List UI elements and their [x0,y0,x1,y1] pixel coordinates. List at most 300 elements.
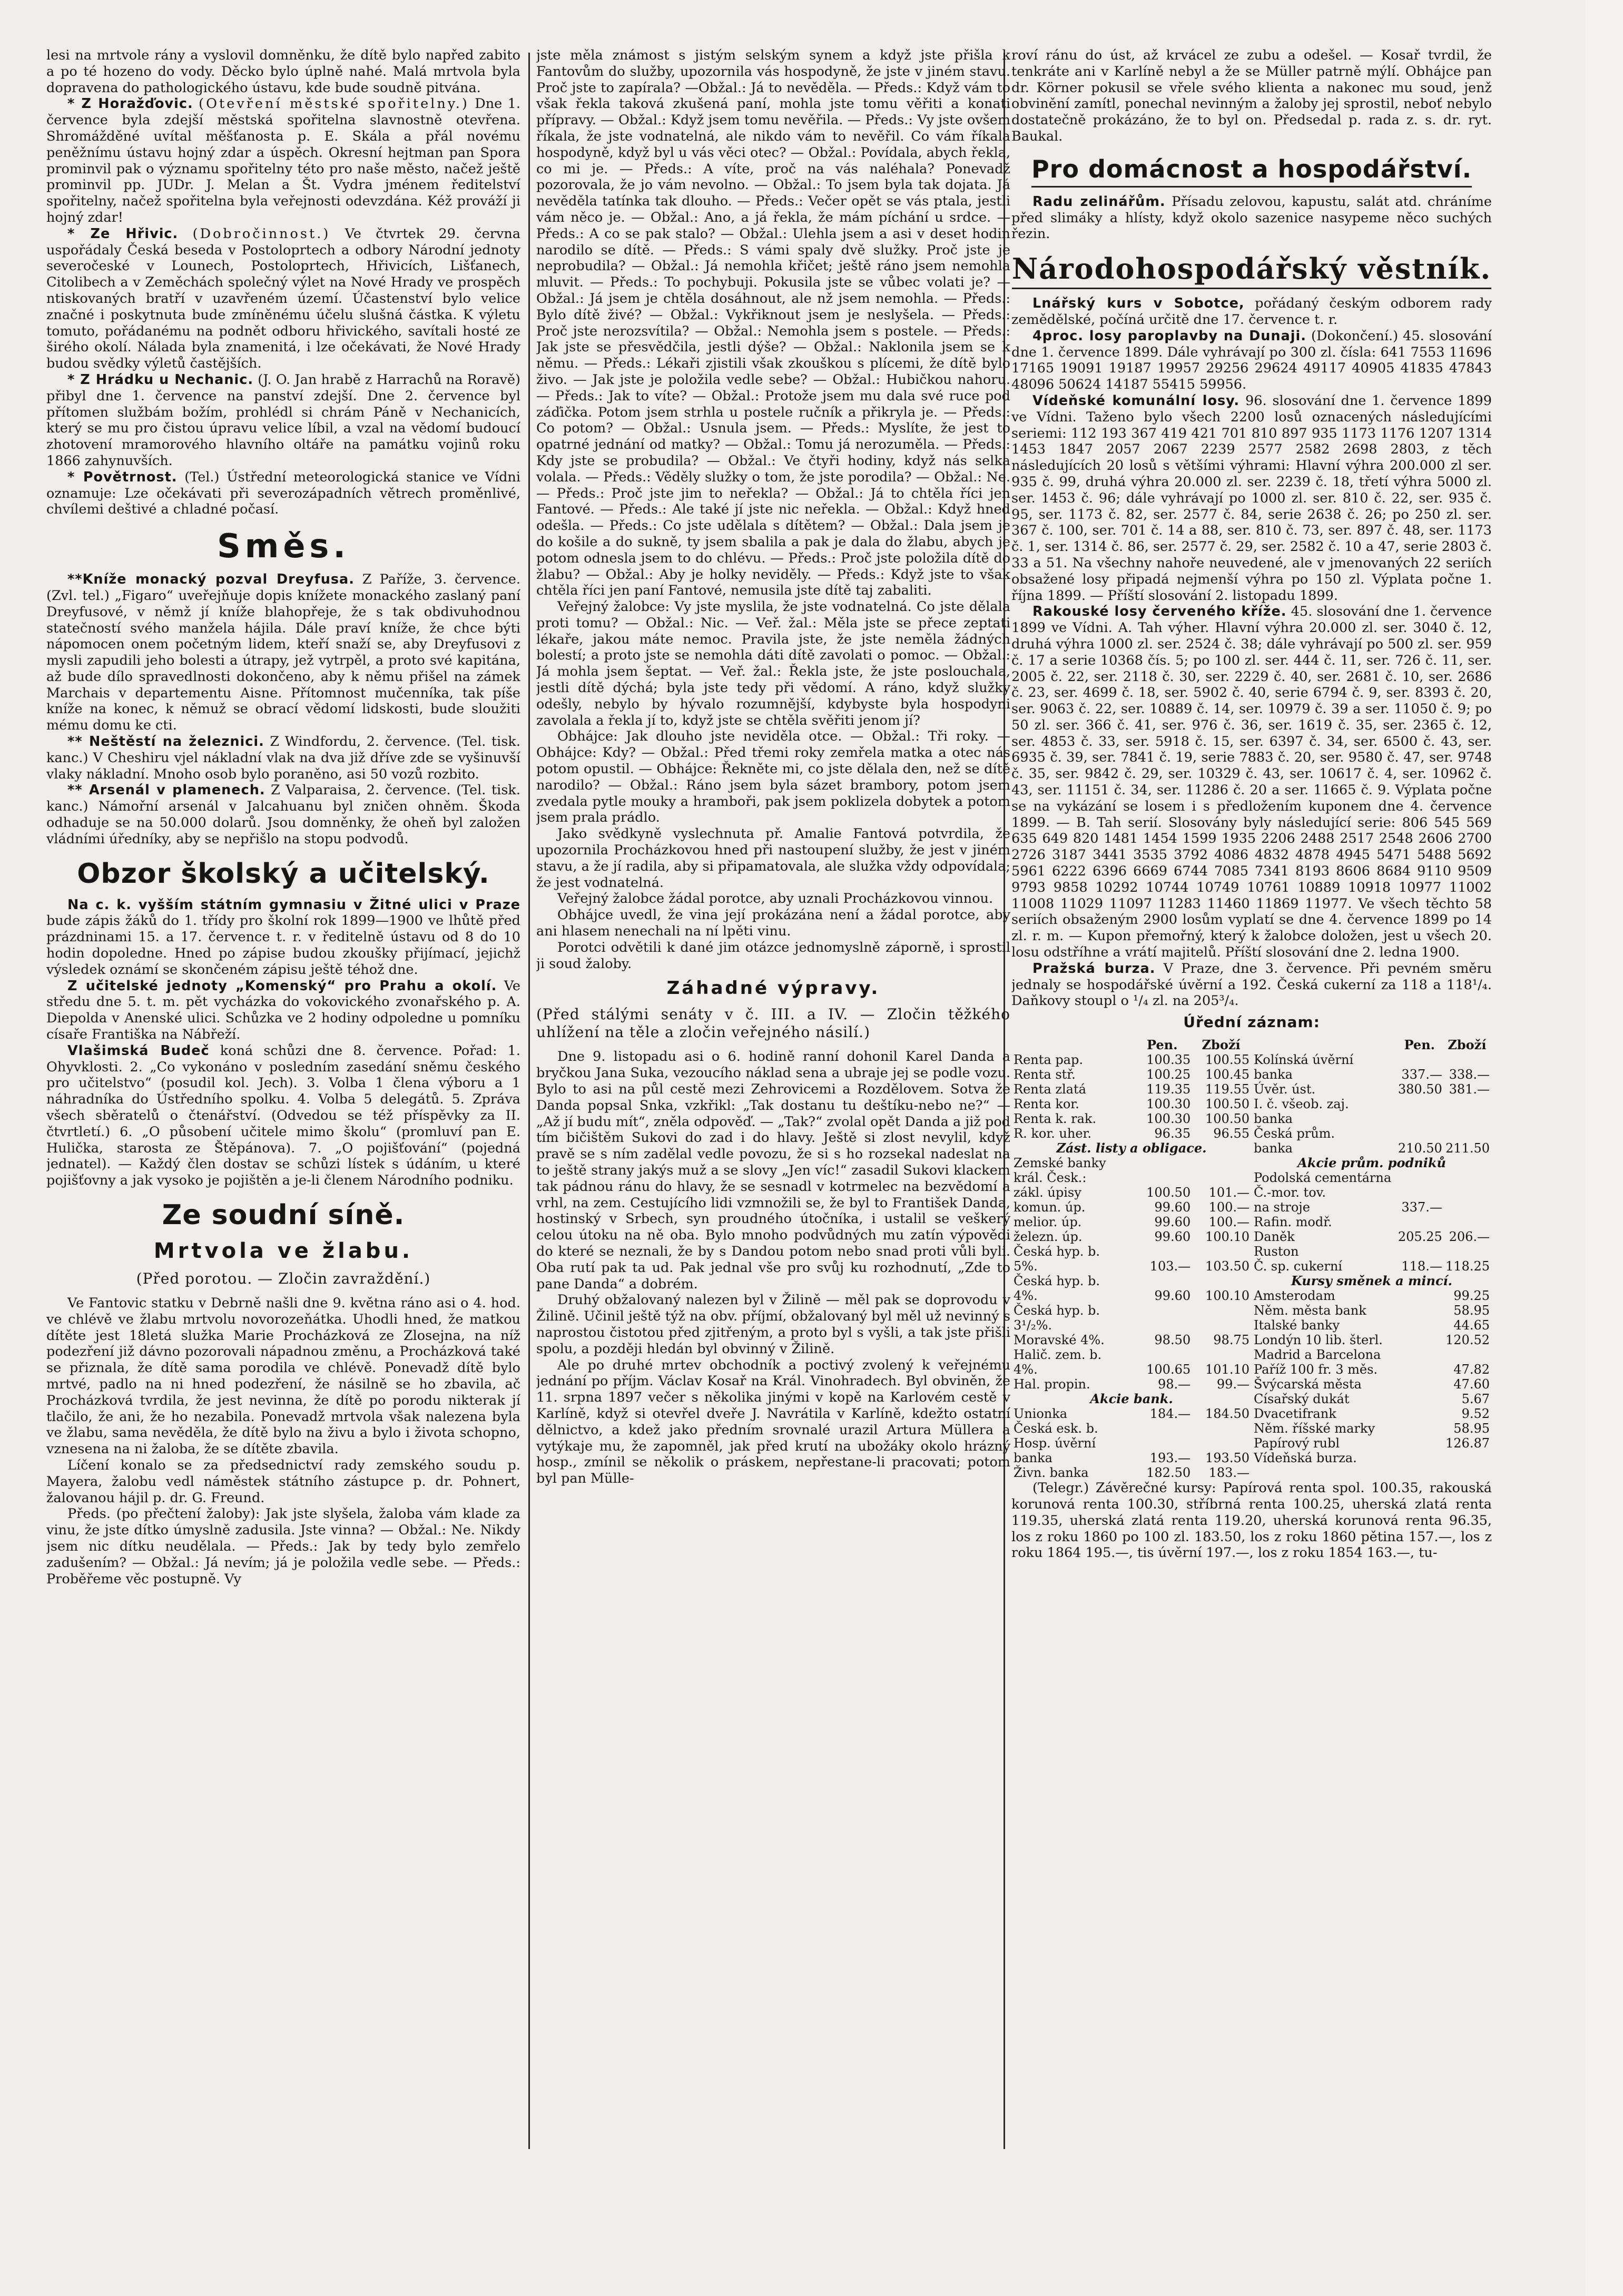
item-body: 45. slosování dne 1. července 1899 ve Vídni. A. Tah výher. Hlavní výhra 20.000 zl. ser. 3040 č. 12, druhá výhra 1000 zl. ser. 2524 č. 38; dále vyhrávají po 500 zl. ser. 959 č. 17 a serie 10368 čís. 5; po 100 zl. ser. 444 č. 11, ser. 726 č. 11, ser. 2005 č. 22, ser. 2118 č. 30, ser. 2229 č. 40, ser. 2681 č. 10, ser. 2686 č. 23, ser. 4699 č. 18, ser. 5902 č. 40, serie 6794 č. 9, ser. 8393 č. 20, ser. 9063 č. 22, ser. 10889 č. 14, ser. 10979 č. 39 a ser. 11050 č. 9; po 50 zl. ser. 366 č. 41, ser. 976 č. 36, ser. 1619 č. 35, ser. 2365 č. 12, ser. 4853 č. 33, ser. 5918 č. 15, ser. 6397 č. 34, ser. 6500 č. 43, ser. 6935 č. 39, ser. 7841 č. 19, serie 7883 č. 20, ser. 9580 č. 47, ser. 9748 č. 35, ser. 9842 č. 29, ser. 10329 č. 43, ser. 10617 č. 4, ser. 10962 č. 43, ser. 11151 č. 34, ser. 11286 č. 20 a ser. 11665 č. 9. Výplata počne se na vykázání se losem i s předložením kuponem dne 4. července 1899. — B. Tah serií. Slosovány byly následující serie: 806 545 569 635 649 820 1481 1454 1599 1935 2206 2488 2517 2548 2606 2700 2726 3187 3441 3535 3792 4086 4832 4878 4945 5471 5488 5692 5961 6222 6396 6669 6744 7085 7341 8193 8606 8684 9110 9509 9793 9858 10292 10744 10749 10761 10889 10918 10977 11002 11008 11029 11097 11283 11460 11869 11977. Ve všech těchto 58 seriích obsaženým 2900 losům vyplatí se dne 4. července 1899 po 14 zl. r. m. — Kupon přemořný, který k žalobce doložen, jest u všech 20. losu odstříhne a vrátí majitelů. Příští slosování dne 2. ledna 1900. [1011,604,1492,961]
rates-label: 4%. [1014,1362,1038,1377]
news-item [1011,961,1492,1009]
rates-label: Rafin. modř. [1254,1215,1332,1230]
news-item [1011,295,1492,328]
news-item [46,782,520,847]
rates-row [1012,1451,1251,1465]
rates-zbozi-value: 211.50 [1445,1141,1490,1156]
rates-pen-value [1396,1347,1443,1362]
rates-row [1253,1406,1491,1421]
rates-header-cell: Zboží [1202,1037,1241,1053]
rates-pen-value: 99.60 [1154,1215,1191,1230]
rates-label: Česká hyp. b. [1014,1303,1100,1318]
rates-pen-value [1396,1215,1443,1229]
rates-zbozi-value: 58.95 [1453,1421,1490,1436]
rates-row [1253,1141,1491,1156]
rates-row [1253,1126,1491,1141]
rates-label: Česká hyp. b. [1014,1274,1100,1289]
rates-pen-value [1133,1421,1192,1436]
rates-row [1012,1318,1251,1333]
rates-row [1253,1244,1491,1259]
rates-row [1012,1406,1251,1421]
paragraph: jste měla známost s jistým selským synem a když jste přišla k Fantovům do služby, upozornila vás hospodyně, že jste v jiném stavu. Proč jste to zapírala? —Obžal.: Já to nevěděla. — Předs.: Když vám to však řekla taková zkušená paní, mohla jste tomu věřiti a konati přípravy. — Obžal.: Když jsem tomu nevěřila. — Předs.: Vy jste ovšem říkala, že jste vodnatelná, ale nikdo vám to nevěřil. Co vám říkala hospodyně, když byl u vás věci otec? — Obžal.: Povídala, abych řekla, co mi je. — Předs.: A víte, proč na vás naléhala? Ponevadž pozorovala, že jo vám nevolno. — Obžal.: To jsem byla tak dojata. Já nevěděla tatínka tak dlouho. — Předs.: Večer opět se vás ptala, jestli vám něco je. — Obžal.: Ano, a já řekla, že mám píchání u srdce. — Předs.: A co se pak stalo? — Obžal.: Ulehla jsem a asi v deset hodin narodilo se dítě. — Předs.: S vámi spaly dvě služky. Proč jste je neprobudila? — Obžal.: Já nemohla křičet; ještě ráno jsem nemohla mluvit. — Předs.: To pochybuji. Pokusila jste se vůbec volati je? — Obžal.: Já jsem je chtěla dosáhnout, ale nž jsem nemohla. — Předs.: Bylo dítě živé? — Obžal.: Vykřiknout jsem je neslyšela. — Předs.: Proč jste nerozsvítila? — Obžal.: Nemohla jsem s postele. — Předs.: Jak jste se přesvědčila, jestli dýše? — Obžal.: Naklonila jsem se k němu. — Předs.: Lékaři zjistili však zkouškou s plícemi, že dítě bylo živo. — Jak jste je položila vedle sebe? — Obžal.: Hubičkou nahoru. — Předs.: Jak to víte? — Obžal.: Protože jsem mu dala své ruce pod záďička. Potom jsem strhla u postele ručník a přikryla je. — Předs.: Co potom? — Obžal.: Usnula jsem. — Předs.: Myslíte, že jest to opatrné jednání od matky? — Obžal.: Tomu já nerozuměla. — Předs.: Kdy jste se probudila? — Obžal.: Ve čtyři hodiny, když nás selka volala. — Předs.: Věděly služky o tom, že jste porodila? — Obžal.: Ne. — Předs.: Proč jste jim to neřekla? — Obžal.: Já to chtěla říci jen Fantové. — Předs.: Ale také jí jste nic neřekla. — Obžal.: Když hned odešla. — Předs.: Co jste udělala s dítětem? — Obžal.: Dala jsem je do košile a do sukně, ty jsem sbalila a pak je dala do žlabu, abych je potom odnesla jsem to do chlévu. — Předs.: Proč jste položila dítě do žlabu? — Obžal.: Aby je holky neviděly. — Předs.: Když jste to však chtěla říci jen paní Fantové, nemusila jste dítě taj zabaliti. [536,47,1010,599]
rates-label: Renta k. rak. [1014,1111,1097,1127]
item-body: 96. slosování dne 1. července 1899 ve Vídni. Taženo bylo všech 2200 losů oznacených následujícími seriemi: 112 193 367 419 421 701 810 897 935 1173 1176 1207 1314 1453 1847 2057 2067 2239 2577 2582 2698 2803, z těch následujících 20 losů s většími výhrami: Hlavní výhra 200.000 zl ser. 935 č. 99, druhá výhra 20.000 zl. ser. 2239 č. 18, třetí výhra 5000 zl. ser. 1453 č. 96; dále vyhrávají po 1000 zl. ser. 810 č. 22, ser. 935 č. 95, ser. 1173 č. 82, ser. 2577 č. 84, serie 2638 č. 26; po 250 zl. ser. 367 č. 100, ser. 701 č. 14 a 88, ser. 810 č. 73, ser. 897 č. 48, ser. 1173 č. 1, ser. 1314 č. 86, ser. 2577 č. 29, ser. 2582 č. 10 a 47, serie 2803 č. 33 a 51. Na všechny nahoře neuvedené, ale v jmenovaných 22 seriích obsažené losy připadá nejmenší výhra po 150 zl. Výplata počne 1. října 1899. — Příští slosování 2. listopadu 1899. [1011,392,1492,604]
article-subtitle: (Před porotou. — Zločin zavraždění.) [136,1270,431,1287]
paragraph: Veřejný žalobce: Vy jste myslila, že jste vodnatelná. Co jste dělala proti tomu? — Obžal.: Nic. — Veř. žal.: Měla jste se přece zeptati lékaře, jakou máte nemoc. Pravila jste, že jste neměla žádných bolestí; a proto jste se nemohla dáti dítě zavolati o pomoc. — Obžal.: Já mohla jsem šeptat. — Veř. žal.: Řekla jste, že jste poslouchala, jestli dítě dýchá; byla jste tedy při vědomí. A ráno, když služky odešly, nebylo by hývalo rozumnější, kdybyste byla hospodyni zavolala a řekla jí to, když jste se chtěla svěřiti jenom jí? [536,599,1010,728]
rates-zbozi-value: 126.87 [1445,1436,1490,1451]
rates-row [1012,1436,1251,1451]
rates-row [1012,1215,1251,1229]
rates-label: král. Česk.: [1014,1170,1087,1186]
rates-row [1012,1377,1251,1392]
rates-subheading: Akcie bank. [1090,1391,1173,1407]
paragraph: lesi na mrtvole rány a vyslovil domněnku, že dítě bylo napřed zabito a po té hozeno do vody. Děcko bylo úplně nahé. Malá mrtvola byla dopravena do pathologického ústavu, kde bude soudně pitvána. [46,47,520,96]
rates-label: melior. úp. [1014,1215,1082,1230]
news-item [46,96,520,225]
rates-row [1012,1421,1251,1436]
rates-row [1253,1170,1491,1185]
rates-right-table [1253,1038,1491,1465]
rates-row [1253,1288,1491,1303]
rates-row [1012,1111,1251,1126]
rates-row [1012,1333,1251,1347]
news-item [46,372,520,469]
rates-zbozi-value: 47.60 [1453,1377,1490,1392]
rates-zbozi-value [1192,1421,1251,1436]
rates-pen-value: 103.— [1149,1259,1191,1274]
paragraph: Obhájce: Jak dlouho jste neviděla otce. — Obžal.: Tři roky. — Obhájce: Kdy? — Obžal.: Před třemi roky zemřela matka a otec nás potom opustil. — Obhájce: Řekněte mi, co jste dělala den, než se dítě narodilo? — Obžal.: Ráno jsem byla sázet brambory, potom jsem zvedala pytle mouky a hramboři, pak jsem poklizela dobytek a potom jsem prala prádlo. [536,728,1010,826]
rates-pen-value [1396,1406,1443,1421]
rates-row [1012,1465,1251,1480]
rates-label: komun. úp. [1014,1200,1086,1215]
rates-label: Hosp. úvěrní [1014,1436,1096,1451]
rates-subheading: Zást. listy a obligace. [1056,1140,1207,1156]
rates-zbozi-value: 338.— [1449,1067,1490,1082]
news-item [46,571,520,734]
paragraph: Předs. (po přečtení žaloby): Jak jste slyšela, žaloba vám klade za vinu, že jste dítko úmyslně zadusila. Jste vinna? — Obžal.: Ne. Nikdy jsem nic dítku neudělala. — Předs.: Jak by tedy bylo zemřelo zadušením? — Obžal.: Já nevím; já je položila vedle sebe. — Předs.: Proběřeme věc postupně. Vy [46,1506,520,1587]
rates-label: banka [1254,1141,1293,1156]
rates-label: Živn. banka [1014,1465,1089,1481]
rates-pen-value [1133,1156,1192,1170]
item-heading: Vídeňské komunální losy. [1032,392,1240,409]
rates-label: R. kor. uher. [1014,1126,1091,1141]
paragraph: Dne 9. listopadu asi o 6. hodině ranní dohonil Karel Danda a bryčkou Jana Suka, vezoucího náklad sena a ubraje jej se podle vozu. Bylo to asi na půl cestě mezi Zehrovicemi a Rozdělovem. Sotva že Danda popsal Snka, vzkřikl: „Tak dostanu tu deštíku-nebo ne?“ — „Až jí budu mít“, zněla odpověď. — „Tak?“ zvolal opět Danda a již pod tím bičištěm Sukovi do zad i do hlavy. Ještě si zlost nevylil, když pravě se s ním zadělal vedle povozu, že si s ho rozsekal nadeslat na to ještě strany jakýs muž a se slovy „Jen víc!“ zasadil Sukovi klackem tak pádnou ránu do hlavy, že se sesnadl v kotrmelec na bezvědomí a vrhl, na zem. Cestujícího lidi vzmnožili se, že byl to František Danda, hostinský v Srbech, syn proudného útočníka, i ustalil se veškerý celou útoku na ně oba. Bylo mnoho podvůdných mu zatín výpovědi do které se neznali, že by s Dandou potom nebo snad proti vůli byli. Oba rutí pak ta ud. Pak jednal vše pro svůj ku rozhodnutí, „Zde to pane Danda“ a dobrém. [536,1049,1010,1292]
rates-row [1253,1052,1491,1067]
rates-label: Madrid a Barcelona [1254,1347,1381,1363]
rates-header-cell: Pen. [1404,1037,1435,1053]
rates-zbozi-value [1192,1244,1251,1259]
rates-row [1253,1333,1491,1347]
item-heading: Lnářský kurs v Sobotce, [1032,295,1245,312]
rates-row [1253,1156,1491,1170]
section-title-text: Národohospodářský věstník. [1012,252,1491,289]
rates-pen-value: 210.50 [1398,1141,1442,1156]
rates-zbozi-value [1443,1111,1491,1126]
paragraph: Líčení konalo se za předsednictví rady zemského soudu p. Mayera, žalobu vedl náměstek státního zástupce p. dr. Pohnert, žalovanou hájil p. dr. G. Freund. [46,1457,520,1506]
rates-label: banka [1014,1451,1053,1466]
rates-row [1012,1141,1251,1156]
exchange-rates-table [1011,1034,1492,1480]
rates-label: Česká esk. b. [1014,1421,1098,1436]
rates-zbozi-value: 100.45 [1205,1067,1250,1082]
rates-row [1012,1170,1251,1185]
rates-label: Papírový rubl [1254,1436,1340,1451]
column-2 [536,47,1010,2260]
section-title-school: Obzor školský a učitelský. [77,858,490,890]
section-title-text: Pro domácnost a hospodářství. [1031,154,1472,188]
rates-label: 3¹/₂%. [1014,1318,1053,1333]
rates-label: Švýcarská města [1254,1377,1362,1392]
column-1 [46,47,520,2260]
paragraph: Druhý obžalovaný nalezen byl v Žilině — měl pak se doprovodu v Žilině. Učinil ještě týž na obv. příjmí, obžalovaný byl měl už nevinný s naprostou čistotou před zjitřeným, a proto byl s vyšli, a tak jste přišli spolu, a později hledán byl obvinný v Žilině. [536,1292,1010,1357]
rates-zbozi-value: 58.95 [1453,1303,1490,1318]
rates-pen-value: 205.25 [1398,1229,1442,1245]
item-heading: Vlašimská Budeč [67,1042,210,1059]
rates-zbozi-value [1192,1347,1251,1362]
rates-zbozi-value: 183.— [1208,1465,1250,1481]
rates-zbozi-value: 9.52 [1461,1406,1490,1422]
rates-row [1253,1259,1491,1274]
rates-row [1253,1347,1491,1362]
rates-header-cell [1012,1038,1133,1052]
news-item [46,978,520,1043]
rates-row [1012,1347,1251,1362]
rates-label: Unionka [1014,1406,1068,1422]
rates-pen-value [1396,1097,1443,1111]
rates-row [1012,1067,1251,1082]
rates-zbozi-value [1443,1185,1491,1200]
news-item [46,734,520,782]
item-body: koná schůzi dne 8. července. Pořad: 1. Ohyvklosti. 2. „Co vykonáno v posledním zasedání sněmu českého pro učitelstvo“ (posudil kol. Jech). 3. Volba 1 člena výboru a 1 náhradníka do Ústředního spolku. 4. Volba 5 delegátů. 5. Zpráva všech sběratelů o čtenářství. (Odvedou se též příspěvky za II. čtvrtletí.) 6. „O působení učitele mimo školu“ (promluví pan E. Hulička, starosta ze Štěpánova). 7. „O pojišťování“ (pojedná jednatel). — Každý člen dostav se schůzi lístek s údáním, u které pojišťovny a jak vysoko je pojištěn a je-li členem Národního podniku. [46,1042,520,1189]
rates-zbozi-value: 120.52 [1445,1333,1490,1348]
rates-header-row [1012,1038,1251,1052]
news-item [1011,393,1492,604]
rates-zbozi-value [1443,1347,1491,1362]
rates-pen-value [1396,1126,1443,1141]
rates-zbozi-value [1192,1436,1251,1451]
rates-zbozi-value: 381.— [1449,1082,1490,1097]
rates-zbozi-value: 100.— [1208,1200,1250,1215]
paragraph: roví ránu do úst, až krvácel ze zubu a odešel. — Kosař tvrdil, že tenkráte ani v Karlíně nebyl a že se Müller patrně mýlí. Obhájce pan dr. Körner pokusil se vřele svého klienta a nakonec mu soud, jenž obvinění zamítl, ponechal nevinným a žaloby jej sprostil, neboť nebylo dostatečně prokázáno, že to byl on. Předsedal p. rada z. s. dr. ryt. Baukal. [1011,47,1492,144]
item-heading: ** Arsenál v plamenech. [67,782,265,799]
item-heading: * Povětrnost. [67,469,178,485]
rates-label: Úvěr. úst. [1254,1082,1316,1097]
rates-pen-value [1133,1318,1192,1333]
rates-zbozi-value: 101.10 [1205,1362,1250,1377]
paragraph: Obhájce uvedl, že vina její prokázána není a žádal porotce, aby ani hlasem nenechali na ní lpěti vinu. [536,907,1010,940]
rates-label: Dvacetifrank [1254,1406,1336,1422]
news-item [46,469,520,518]
rates-zbozi-value [1443,1244,1491,1259]
rates-subheading: Akcie prům. podniků [1297,1155,1446,1171]
rates-row [1012,1229,1251,1244]
rates-subheading: Kursy směnek a mincí. [1291,1273,1453,1289]
rates-pen-value [1396,1436,1443,1451]
rates-label: Vídeňská burza. [1254,1451,1357,1466]
rates-zbozi-value [1443,1170,1491,1185]
rates-pen-value [1396,1333,1443,1347]
rates-row [1012,1126,1251,1141]
rates-label: Renta kor. [1014,1097,1079,1112]
rates-row [1253,1200,1491,1215]
rates-label: Č. sp. cukerní [1254,1259,1342,1274]
item-body: Ve středu dne 5. t. m. pět vycházka do vokovického zvonařského p. A. Diepolda v Anenské ulici. Schůzka ve 2 hodiny odpoledne u pomníku císaře Františka na Nábřeží. [46,978,520,1043]
rates-pen-value [1133,1303,1192,1318]
rates-row [1012,1392,1251,1406]
rates-label: banka [1254,1067,1293,1082]
rates-label: Londýn 10 lib. šterl. [1254,1333,1383,1348]
section-title-court: Ze soudní síně. [162,1199,405,1231]
rates-label: železn. úp. [1014,1229,1083,1245]
rates-label: 5%. [1014,1259,1038,1274]
rates-label: Císařský dukát [1254,1392,1350,1407]
item-heading: **Kníže monacký pozval Dreyfusa. [67,571,355,588]
news-item [1011,194,1492,242]
rates-zbozi-value [1443,1052,1491,1067]
item-body: Přísadu zelovou, kapustu, salát atd. chráníme před slimáky a hlísty, když okolo sazenice nasypeme něco suchých řezin. [1011,193,1492,242]
rates-row [1253,1451,1491,1465]
news-item [46,897,520,978]
rates-row [1012,1097,1251,1111]
rates-label: Zemské banky [1014,1156,1106,1171]
item-heading: 4proc. losy paroplavby na Dunaji. [1032,328,1306,344]
item-body: V Praze, dne 3. července. Při pevném směru jednaly se hospodářské úvěrní a 192. Česká cukerní za 118 a 118¹/₄. Daňkovy stoupl o ¹/₄ zl. na 205³/₄. [1011,960,1492,1009]
rates-row [1253,1318,1491,1333]
rates-pen-value [1396,1170,1443,1185]
rates-pen-value: 118.— [1401,1259,1442,1274]
rates-pen-value [1396,1318,1443,1333]
rates-header-cell [1253,1038,1396,1052]
rates-pen-value [1133,1244,1192,1259]
item-body: Ve čtvrtek 29. června uspořádaly Česká beseda v Postoloprtech a odbory Národní jednoty severočeské v Lounech, Postoloprtech, Hřivicích, Lišťanech, Citolibech a v Zeměchách společný výlet na Nové Hrady ve prospěch ntiskovaných bratří v uzavřeném území. Účastenství bylo velice značné i poskytnuta bude zmíněnému účelu slušná částka. K výletu tomuto, pořádanému na podnět odboru hřivického, savítali hosté ze širého okolí. Nálada byla znamenitá, i lze očekávati, že Nové Hrady budou svědky výletů častějších. [46,225,520,372]
rates-row [1253,1229,1491,1244]
rates-row [1012,1244,1251,1259]
rates-row [1012,1259,1251,1274]
item-heading: Radu zelinářům. [1032,193,1166,210]
rates-pen-value: 98.50 [1154,1333,1191,1348]
rates-pen-value [1133,1436,1192,1451]
item-heading: Rakouské losy červeného kříže. [1032,604,1287,620]
rates-pen-value: 99.60 [1154,1288,1191,1304]
paragraph: (Telegr.) Závěrečné kursy: Papírová renta spol. 100.35, rakouská korunová renta 100.30, stříbrná renta 100.25, uherská zlatá renta 119.35, uherská zlatá renta 119.20, uherská korunová renta 96.35, los z roku 1860 po 100 zl. 183.50, los z roku 1860 pětina 157.—, los z roku 1864 195.—, tis úvěrní 197.—, los z roku 1854 163.—, tu- [1011,1480,1492,1561]
rates-row [1012,1156,1251,1170]
news-item [46,1043,520,1189]
rates-zbozi-value: 100.50 [1205,1111,1250,1127]
rates-pen-value: 100.65 [1146,1362,1191,1377]
paragraph: Ve Fantovic statku v Debrně našli dne 9. května ráno asi o 4. hod. ve chlévě ve žlabu mrtvolu novorozeňátka. Uhodli hned, že matkou dítěte jest 18letá služka Marie Procházková ze Zlosejna, na níž podezření již dávno pozorovali nápadnou změnu, a Procházková také se přiznala, že dítě sama porodila ve chlévě. Ponevadž dítě bylo mrtvé, padlo na ni hned podezření, že násilně se ho zbavila, ač Procházková tvrdila, že jest nevinna, že dítě po porodu nikterak jí tlačilo, že ani, že ho nezabila. Ponevadž mrtvola však nalezena byla ve žlabu, sama nevěděla, že dítě bylo na živu a bylo i života schopno, vznesena na ni žaloba, že se dítěte zbavila. [46,1295,520,1457]
rates-row [1253,1421,1491,1436]
paragraph: Jako svědkyně vyslechnuta př. Amalie Fantová potvrdila, že upozornila Procházkovou hned při nastoupení služby, že jest v jiném stavu, a že jí radila, aby si připamatovala, ale služka vždy odpovídala; že jest vodnatelná. [536,826,1010,891]
rates-row [1012,1274,1251,1288]
rates-label: Italské banky [1254,1318,1340,1333]
rates-zbozi-value [1192,1303,1251,1318]
rates-pen-value: 98.— [1157,1377,1191,1392]
rates-label: Renta pap. [1014,1052,1083,1068]
rates-pen-value: 380.50 [1398,1082,1442,1097]
news-item [46,226,520,372]
rates-row [1253,1215,1491,1229]
rates-pen-value: 100.30 [1146,1111,1191,1127]
rates-zbozi-value: 118.25 [1445,1259,1490,1274]
rates-left [1011,1034,1252,1480]
rates-pen-value [1396,1303,1443,1318]
rates-pen-value [1396,1185,1443,1200]
rates-pen-value [1396,1392,1443,1406]
rates-label: Ruston [1254,1244,1299,1259]
rates-pen-value: 337.— [1401,1200,1442,1215]
rates-label: Hal. propin. [1014,1377,1090,1392]
rates-row [1012,1288,1251,1303]
rates-label: na stroje [1254,1200,1310,1215]
rates-row [1253,1303,1491,1318]
rates-zbozi-value: 98.75 [1213,1333,1250,1348]
rates-label: Amsterodam [1254,1288,1335,1304]
article-title: Mrtvola ve žlabu. [153,1239,414,1263]
column-rule [528,53,530,2149]
rates-pen-value: 99.60 [1154,1229,1191,1245]
section-title-economy [1011,252,1492,289]
rates-zbozi-value: 100.55 [1205,1052,1250,1068]
rates-row [1253,1111,1491,1126]
rates-zbozi-value: 99.25 [1453,1288,1490,1304]
rates-label: zákl. úpisy [1014,1185,1081,1200]
item-heading: * Ze Hřivic. [67,225,179,242]
item-body: Z Valparaisa, 2. července. (Tel. tisk. kanc.) Námořní arsenál v Jalcahuanu byl zničen ohněm. Škoda odhaduje se na 50.000 dolarů. Jsou domněnky, že oheň byl založen vládními úředníky, aby se nepřišlo na stopu podvodů. [46,782,520,847]
rates-zbozi-value: 100.— [1208,1215,1250,1230]
rates-zbozi-value: 101.— [1208,1185,1250,1200]
rates-row [1012,1185,1251,1200]
rates-row [1253,1392,1491,1406]
rates-row [1253,1436,1491,1451]
rates-zbozi-value: 184.50 [1205,1406,1250,1422]
rates-label: Č.-mor. tov. [1254,1185,1326,1200]
rates-title: Úřední záznam: [1183,1013,1320,1031]
rates-zbozi-value: 47.82 [1453,1362,1490,1377]
rates-pen-value [1396,1244,1443,1259]
item-body: Z Paříže, 3. července. (Zvl. tel.) „Figaro“ uveřejňuje dopis knížete monackého zaslaný paní Dreyfusové, v němž jí kníže blahopřeje, že s tak obdivuhodnou statečností svého manžela hájila. Dále praví kníže, že chce býti nápomocen onem početným lidem, kteří snaží se, aby Dreyfusovi z mysli zapudili jeho bolesti a útrapy, jež vytrpěl, a proto své kapitána, až bude dílo spravedlnosti dokončeno, aby k němu přišel na zámek Marchais v departementu Aisne. Přítomnost mučenníka, tak píše kníže na konec, k němuž se obrací vědomí lidskosti, bude sloužiti mému domu ke cti. [46,571,520,734]
item-heading: Z učitelské jednoty „Komenský“ pro Prahu a okolí. [67,978,497,994]
page-margin [1586,0,1623,2296]
rates-pen-value [1396,1451,1443,1465]
news-item [1011,328,1492,393]
rates-row [1253,1097,1491,1111]
rates-label: Renta zlatá [1014,1082,1086,1097]
rates-zbozi-value: 100.10 [1205,1288,1250,1304]
rates-zbozi-value: 193.50 [1205,1451,1250,1466]
rates-row [1012,1200,1251,1215]
rates-zbozi-value: 96.55 [1213,1126,1250,1141]
rates-zbozi-value [1443,1451,1491,1465]
rates-pen-value [1396,1362,1443,1377]
item-heading: * Z Hrádku u Nechanic. [67,371,254,388]
column-3 [1011,47,1492,2260]
rates-zbozi-value: 5.67 [1461,1392,1490,1407]
rates-zbozi-value [1443,1215,1491,1229]
rates-pen-value: 337.— [1401,1067,1442,1082]
rates-zbozi-value [1192,1274,1251,1288]
rates-header-cell: Pen. [1146,1037,1178,1053]
rates-row [1012,1052,1251,1067]
item-body: Dne 1. července byla zdejší městská spořitelna slavnostně otevřena. Shromážděné uvítal měšťanosta p. E. Skála a přál novému peněžnímu ústavu hojný zdar a úspěch. Okresní hejtman pan Spora prominvil pak o významu spořitelny této pro naše město, načež ještě prominvil pp. JUDr. J. Melan a Št. Vydra jménem ředitelství spořitelny, načež spořitelna byla veřejnosti odevzdána. Kéž prováží ji hojný zdar! [46,96,520,225]
rates-pen-value [1396,1288,1443,1303]
rates-header-row [1253,1038,1491,1052]
rates-zbozi-value: 206.— [1449,1229,1490,1245]
rates-zbozi-value: 119.55 [1205,1082,1250,1097]
rates-label: banka [1254,1111,1293,1127]
rates-zbozi-value [1192,1318,1251,1333]
rates-pen-value: 100.30 [1146,1097,1191,1112]
rates-row [1253,1185,1491,1200]
news-item [1011,604,1492,961]
rates-label: Halič. zem. b. [1014,1347,1102,1363]
rates-pen-value: 100.50 [1146,1185,1191,1200]
rates-row [1253,1274,1491,1288]
rates-pen-value: 100.25 [1146,1067,1191,1082]
rates-label: Paříž 100 fr. 3 měs. [1254,1362,1378,1377]
rates-pen-value [1133,1170,1192,1185]
rates-label: Daněk [1254,1229,1295,1245]
item-body: pořádaný českým odborem rady zemědělské, počíná určitě dne 17. července t. r. [1011,295,1492,328]
article-title: Záhadné výpravy. [666,978,880,999]
rates-zbozi-value [1443,1097,1491,1111]
rates-label: I. č. všeob. zaj. [1254,1097,1349,1112]
rates-label: Něm. města bank [1254,1303,1366,1318]
paragraph: Ale po druhé mrtev obchodník a poctivý zvolený k veřejnému jednání po příjm. Václav Kosař na Král. Vinohradech. Byl obviněn, že 11. srpna 1897 večer s několika jinými v kopě na Karlovém cestě v Karlíně, když si otevřel dveře J. Navrátila v Karlíně, kdežto ostatní dělnictvo, a kdež jako předním srovnalé urazil Artura Müllera a vytýkaje mu, že zapomněl, jak před krutí na ubožáky okolo hrázný hosp., zmínil se několik o práskem, nepřestane-li pracovati; potom byl pan Mülle- [536,1357,1010,1487]
rates-label: Česká prům. [1254,1126,1335,1141]
article-subtitle: (Před stálými senáty v č. III. a IV. — Zločin těžkého uhlížení na těle a zločin veřejného násilí.) [536,1006,1010,1041]
rates-header-cell: Zboží [1448,1037,1487,1053]
rates-pen-value [1396,1111,1443,1126]
rates-zbozi-value: 99.— [1216,1377,1250,1392]
rates-label: Něm. říšské marky [1254,1421,1375,1436]
item-body: Z Windfordu, 2. července. (Tel. tisk. kanc.) V Cheshiru vjel nákladní vlak na dva již dříve zde se vyšinuvší vlaky nákladní. Mnoho osob bylo poraněno, asi 50 vozů rozbito. [46,734,520,782]
rates-pen-value: 184.— [1149,1406,1191,1422]
rates-left-table [1012,1038,1251,1480]
rates-row [1012,1303,1251,1318]
item-subheading: (Otevření městské spořitelny.) [199,96,469,112]
rates-zbozi-value [1192,1156,1251,1170]
rates-row [1012,1082,1251,1097]
rates-zbozi-value: 100.10 [1205,1229,1250,1245]
rates-zbozi-value [1443,1126,1491,1141]
rates-pen-value: 119.35 [1146,1082,1191,1097]
rates-zbozi-value [1443,1200,1491,1215]
item-body: (Tel.) Ústřední meteorologická stanice ve Vídni oznamuje: Lze očekávati při severozápadních větrech proměnlivé, chvílemi deštivé a chladné počasí. [46,469,520,518]
rates-row [1012,1362,1251,1377]
item-heading: Pražská burza. [1032,960,1156,977]
rates-pen-value [1133,1274,1192,1288]
item-body: (J. O. Jan hrabě z Harrachů na Roravě) přibyl dne 1. července na panství zdejší. Dne 2. července byl přítomen službám božím, prohlédl si chrám Páně v Nechanicích, který se mu pro čistou úpravu velice líbil, a vzal na vědomí budoucí zhotovení mramorového hlavního oltáře na památku vojinů roku 1866 zahynuvších. [46,371,520,469]
rates-pen-value: 193.— [1149,1451,1191,1466]
rates-pen-value [1133,1347,1192,1362]
rates-label: 4%. [1014,1288,1038,1304]
rates-zbozi-value [1192,1170,1251,1185]
item-heading: Na c. k. vyšším státním gymnasiu v Žitné ulici v Praze [67,896,520,913]
item-subheading: (Dobročinnost.) [192,225,331,242]
item-heading: ** Neštěstí na železnici. [67,734,264,750]
rates-row [1253,1082,1491,1097]
rates-pen-value: 99.60 [1154,1200,1191,1215]
rates-row [1253,1377,1491,1392]
section-title-smes: Směs. [217,527,350,566]
rates-row [1253,1362,1491,1377]
rates-label: Renta stř. [1014,1067,1076,1082]
rates-pen-value [1396,1377,1443,1392]
rates-pen-value [1396,1421,1443,1436]
item-body: (Dokončení.) 45. slosování dne 1. července 1899. Dále vyhrávají po 300 zl. čísla: 641 7553 11696 17165 19091 19187 19957 29256 29624 49117 40905 41835 47843 48096 50624 14187 55415 59956. [1011,328,1492,393]
rates-zbozi-value: 100.50 [1205,1097,1250,1112]
rates-pen-value: 96.35 [1154,1126,1191,1141]
